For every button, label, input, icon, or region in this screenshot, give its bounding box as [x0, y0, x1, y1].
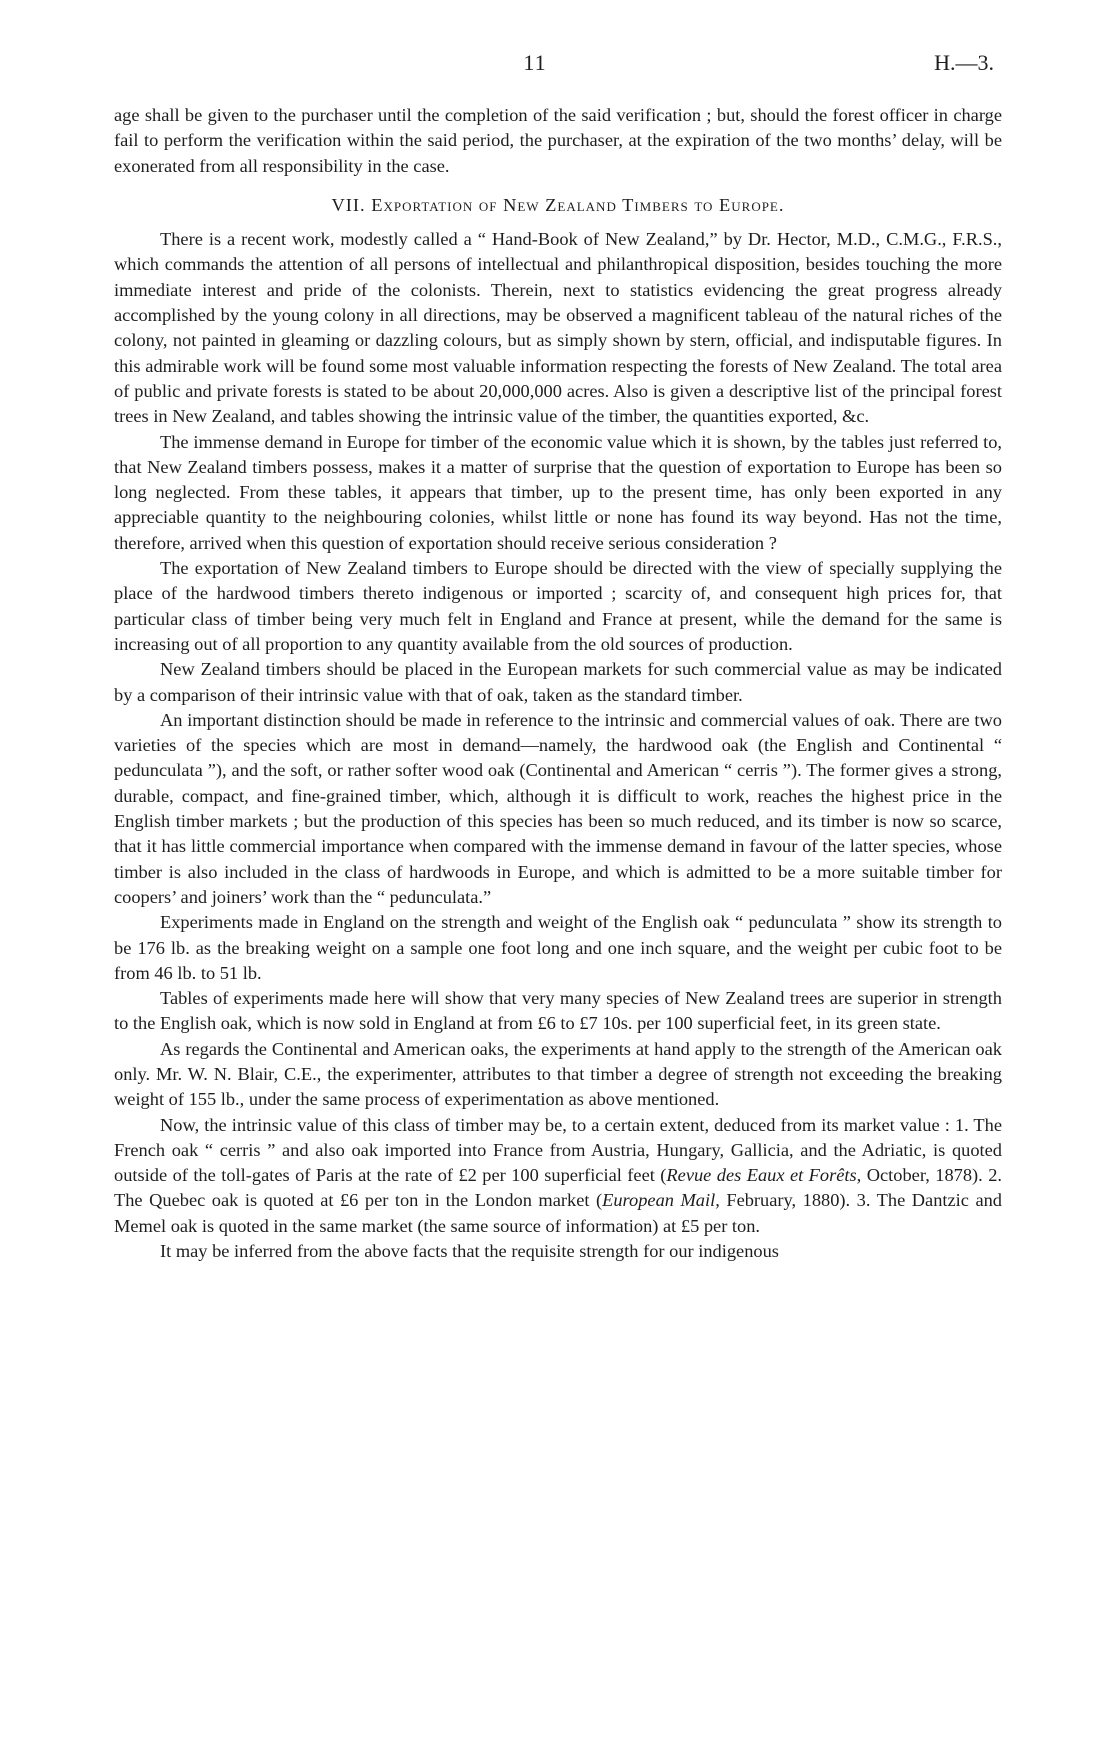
paragraph-american-oak: As regards the Continental and American oaks, the experiments at hand apply to the strength of the American oak only. Mr. W. N. Blair, C.E., the experimenter, attributes to that timber a degree of strength not exceeding the breaking weight of 155 lb., under the same process of experimentation as above mentioned.	[114, 1038, 1002, 1110]
paragraph-oak-distinction: An important distinction should be made in reference to the intrinsic and commercial values of oak. There are two varieties of the species which are most in demand—namely, the hardwood oak (the English and Continental “ pedunculata ”), and the soft, or rather softer wood oak (Continental and American “ cerris ”). The former gives a strong, durable, compact, and fine-grained timber, which, although it is difficult to work, reaches the highest price in the English timber markets ; but the production of this species has been so much reduced, and its timber is now so scarce, that it has little commercial importance when compared with the immense demand in favour of the latter species, whose timber is also included in the class of hardwoods in Europe, and which is admitted to be a more suitable timber for coopers’ and joiners’ work than the “ pedunculata.”	[114, 709, 1002, 907]
paragraph-tables: Tables of experiments made here will show that very many species of New Zealand trees are superior in strength to the English oak, which is now sold in England at from £6 to £7 10s. per 100 superficial feet, in its green state.	[114, 988, 1002, 1034]
document-reference: H.—3.	[934, 50, 994, 75]
paragraph-handbook: There is a recent work, modestly called a “ Hand-Book of New Zealand,” by Dr. Hector, M.D., C.M.G., F.R.S., which commands the attention of all persons of intellectual and philanthropical disposition, besides touching the more immediate interest and pride of the colonists. Therein, next to statistics evidencing the great progress already accomplished by the young colony in all directions, may be observed a magnificent tableau of the natural riches of the colony, not painted in gleaming or dazzling colours, but as simply shown by stern, official, and indisputable figures. In this admirable work will be found some most valuable information respecting the forests of New Zealand. The total area of public and private forests is stated to be about 20,000,000 acres. Also is given a descriptive list of the principal forest trees in New Zealand, and tables showing the intrinsic value of the timber, the quantities exported, &c.	[114, 229, 1002, 427]
source-revue: Revue des Eaux et Forêts,	[666, 1165, 862, 1186]
market-value-text-c: February, 1880). 3. The Dantzic and Memel oak is quoted in the same market (the same source of information) at £5 per ton.	[114, 1190, 1002, 1236]
paragraph-market-value	[114, 1113, 1002, 1239]
market-value-text-a: Now, the intrinsic value of this class of timber may be, to a certain extent, deduced from its market value : 1. The French oak “ cerris ” and also oak imported into France from Austria, Hungary, Gallicia, and the Adriatic, is quoted outside of the toll-gates of Paris at the rate of £2 per 100 superficial feet (	[114, 1114, 1002, 1186]
paragraph-inference: It may be inferred from the above facts that the requisite strength for our indigenous	[160, 1241, 779, 1262]
paragraph-continued: age shall be given to the purchaser until the completion of the said verification ; but, should the forest officer in charge fail to perform the verification within the said period, the purchaser, at the expiration of the two months’ delay, will be exonerated from all responsibility in the case.	[114, 105, 1002, 176]
source-european-mail: European Mail,	[602, 1190, 720, 1211]
paragraph-exportation: The exportation of New Zealand timbers to Europe should be directed with the view of specially supplying the place of the hardwood timbers thereto indigenous or imported ; scarcity of, and consequent high prices for, that particular class of timber being very much felt in England and France at present, while the demand for the same is increasing out of all proportion to any quantity available from the old sources of production.	[114, 558, 1002, 654]
market-value-text-b: October, 1878). 2. The Quebec oak is quoted at £6 per ton in the London market (	[114, 1165, 1003, 1211]
document-body	[114, 103, 1002, 1264]
paragraph-experiments-england: Experiments made in England on the strength and weight of the English oak “ pedunculata ” show its strength to be 176 lb. as the breaking weight on a sample one foot long and one inch square, and the weight per cubic foot to be from 46 lb. to 51 lb.	[114, 912, 1002, 983]
paragraph-demand: The immense demand in Europe for timber of the economic value which it is shown, by the tables just referred to, that New Zealand timbers possess, makes it a matter of surprise that the question of exportation to Europe has been so long neglected. From these tables, it appears that timber, up to the present time, has only been exported in any appreciable quantity to the neighbouring colonies, whilst little or none has found its way beyond. Has not the time, therefore, arrived when this question of exportation should receive serious consideration ?	[114, 431, 1002, 553]
section-heading: VII. Exportation of New Zealand Timbers to Europe.	[331, 194, 785, 215]
page-number: 11	[523, 50, 547, 75]
paragraph-markets: New Zealand timbers should be placed in the European markets for such commercial value as may be indicated by a comparison of their intrinsic value with that of oak, taken as the standard timber.	[114, 659, 1002, 705]
